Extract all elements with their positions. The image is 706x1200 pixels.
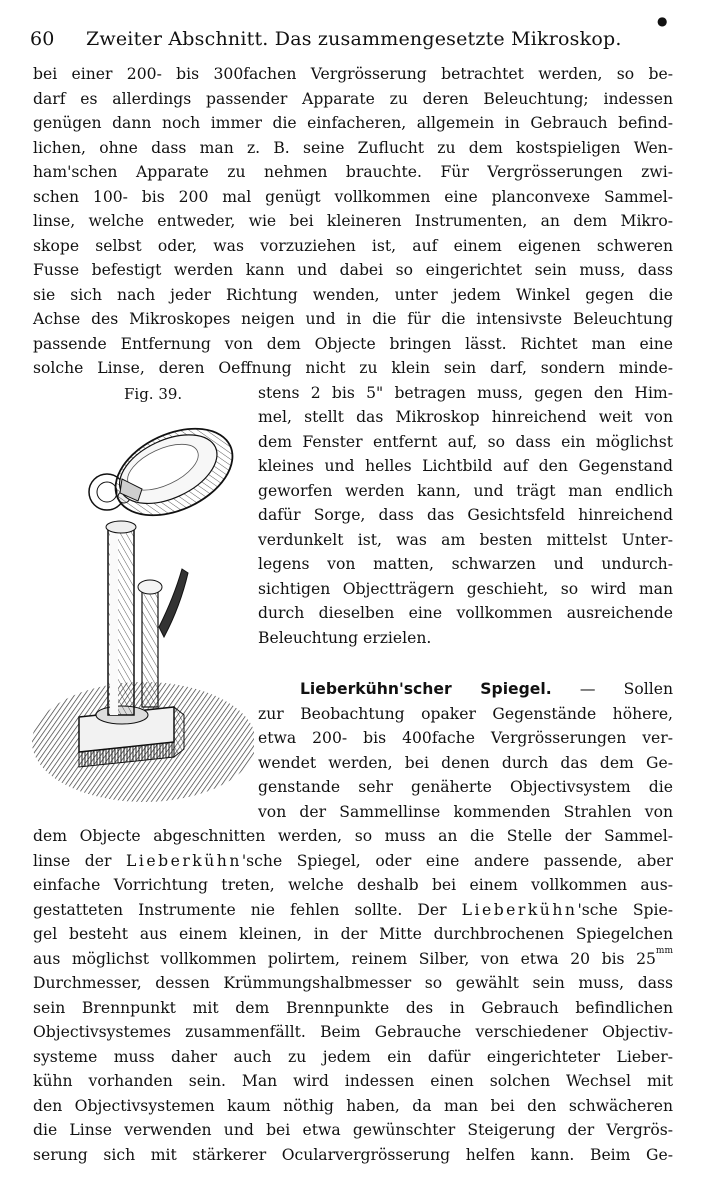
text-line: zur Beobachtung opaker Gegenstände höhere,	[258, 704, 673, 723]
text-line: legens von matten, schwarzen und undurch-	[258, 555, 673, 573]
page-number: 60	[30, 28, 55, 50]
text-line-with-unit	[33, 947, 673, 972]
text-line: systeme muss daher auch zu jedem ein dafür eingerichteter Lieber-	[33, 1047, 673, 1066]
text-line: Objectivsystemes zusammenfällt. Beim Gebrauche verschiedener Objectiv-	[33, 1023, 673, 1041]
text-line: mel, stellt das Mikroskop hinreichend weit von	[258, 408, 673, 426]
figure-illustration	[24, 397, 254, 827]
print-speck: ●	[657, 14, 668, 28]
text-line: genügen dann noch immer die einfacheren, allgemein in Gebrauch befind-	[33, 114, 673, 132]
text-line: stens 2 bis 5" betragen muss, gegen den Him-	[258, 383, 673, 402]
text-line: einfache Vorrichtung treten, welche deshalb bei einem vollkommen aus-	[33, 876, 673, 894]
text-line: sichtigen Objectträgern geschieht, so wird man	[258, 579, 673, 598]
text-line: dem Objecte abgeschnitten werden, so muss an die Stelle der Sammel-	[33, 827, 673, 845]
figure-label: Fig. 39.	[124, 385, 183, 403]
text-line: schen 100- bis 200 mal genügt vollkommen eine planconvexe Sammel-	[33, 187, 673, 206]
text-line: lichen, ohne dass man z. B. seine Zuflucht zu dem kostspieligen Wen-	[33, 138, 673, 157]
text-line: dem Fenster entfernt auf, so dass ein möglichst	[258, 432, 673, 451]
text-fragment: gestatteten Instrumente nie fehlen sollte. Der	[33, 900, 447, 919]
text-fragment: 'sche Spie-	[577, 900, 673, 919]
text-line: Beleuchtung erzielen.	[258, 628, 432, 647]
text-line: skope selbst oder, was vorzuziehen ist, auf einem eigenen schweren	[33, 236, 673, 255]
text-line: darf es allerdings passender Apparate zu deren Beleuchtung; indessen	[33, 89, 673, 108]
section-first-line	[300, 677, 673, 702]
text-fragment: 'sche Spiegel, oder eine andere passende, aber	[241, 851, 673, 870]
text-line: Fusse befestigt werden kann und dabei so eingerichtet sein muss, dass	[33, 261, 673, 279]
text-line: Achse des Mikroskopes neigen und in die für die intensivste Beleuchtung	[33, 310, 673, 328]
text-line: geworfen werden kann, und trägt man endlich	[258, 481, 673, 500]
running-header	[30, 28, 680, 54]
text-line: linse, welche entweder, wie bei kleineren Instrumenten, an dem Mikro-	[33, 212, 673, 230]
spaced-name: Lieberkühn	[461, 900, 578, 919]
text-fragment: linse der	[33, 851, 112, 870]
text-line: genstande sehr genäherte Objectivsystem die	[258, 778, 673, 796]
text-fragment: aus möglichst vollkommen polirtem, reinem Silber, von etwa 20 bis 25	[33, 949, 656, 968]
text-line: ham'schen Apparate zu nehmen brauchte. Für Vergrösserungen zwi-	[33, 163, 673, 181]
text-line: kleines und helles Lichtbild auf den Gegenstand	[258, 457, 673, 475]
text-line: etwa 200- bis 400fache Vergrösserungen ver-	[258, 729, 673, 747]
spaced-name: Lieberkühn	[126, 851, 242, 870]
text-line: den Objectivsystemen kaum nöthig haben, da man bei den schwächeren	[33, 1096, 673, 1115]
text-line-with-name	[33, 898, 673, 923]
text-line: durch dieselben eine vollkommen ausreichende	[258, 604, 673, 622]
running-title: Zweiter Abschnitt. Das zusammengesetzte Mikroskop.	[86, 28, 622, 50]
text-line: von der Sammellinse kommenden Strahlen von	[258, 802, 673, 821]
text-line-with-name	[33, 849, 673, 874]
text-line: solche Linse, deren Oeffnung nicht zu klein sein darf, sondern minde-	[33, 359, 673, 377]
text-line: verdunkelt ist, was am besten mittelst Unter-	[258, 530, 673, 549]
text-line: kühn vorhanden sein. Man wird indessen einen solchen Wechsel mit	[33, 1072, 673, 1090]
text-line: sie sich nach jeder Richtung wenden, unter jedem Winkel gegen die	[33, 285, 673, 304]
text-line: bei einer 200- bis 300fachen Vergrösserung betrachtet werden, so be-	[33, 65, 673, 83]
section-heading: Lieberkühn'scher Spiegel.	[300, 680, 552, 698]
text-line: gel besteht aus einem kleinen, in der Mitte durchbrochenen Spiegelchen	[33, 925, 673, 943]
text-line: wendet werden, bei denen durch das dem Ge-	[258, 753, 673, 772]
unit-superscript: mm	[655, 945, 673, 956]
text-line: passende Entfernung von dem Objecte bringen lässt. Richtet man eine	[33, 334, 673, 353]
text-line: dafür Sorge, dass das Gesichtsfeld hinreichend	[258, 506, 673, 524]
text-line: sein Brennpunkt mit dem Brennpunkte des in Gebrauch befindlichen	[33, 998, 673, 1017]
text-line: die Linse verwenden und bei etwa gewünschter Steigerung der Vergrös-	[33, 1121, 673, 1139]
section-heading-continuation: — Sollen	[579, 680, 673, 698]
text-line: serung sich mit stärkerer Ocularvergrösserung helfen kann. Beim Ge-	[33, 1145, 673, 1164]
text-line: Durchmesser, dessen Krümmungshalbmesser so gewählt sein muss, dass	[33, 974, 673, 992]
